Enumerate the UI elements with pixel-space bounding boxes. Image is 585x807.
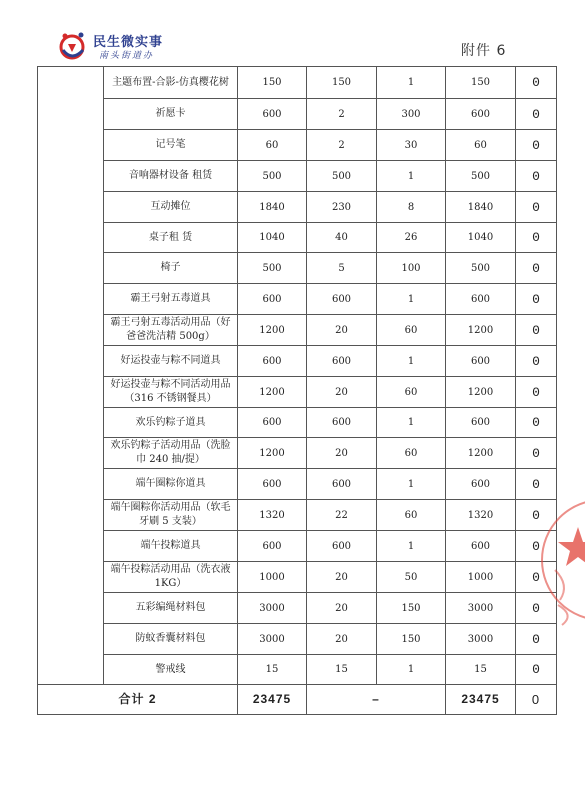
subtotal-cell: 600 (446, 284, 516, 315)
zero-cell: 0 (516, 223, 557, 253)
unit-price-cell: 600 (307, 284, 377, 315)
item-name-cell: 警戒线 (104, 655, 238, 685)
zero-cell: 0 (516, 469, 557, 500)
subtotal-cell: 500 (446, 253, 516, 284)
item-name-cell: 端午圈粽你活动用品（软毛牙刷 5 支装） (104, 500, 238, 531)
quantity-cell: 60 (377, 500, 446, 531)
table-row (38, 438, 557, 469)
subtotal-cell: 600 (446, 408, 516, 438)
zero-cell: 0 (516, 315, 557, 346)
subtotal-cell: 3000 (446, 593, 516, 624)
quantity-cell: 150 (377, 624, 446, 655)
item-name-cell: 主题布置-合影-仿真樱花树 (104, 67, 238, 99)
table-row (38, 531, 557, 562)
amount-cell: 1840 (238, 192, 307, 223)
zero-cell: 0 (516, 67, 557, 99)
subtotal-cell: 600 (446, 469, 516, 500)
table-row (38, 315, 557, 346)
table-row (38, 655, 557, 685)
quantity-cell: 1 (377, 469, 446, 500)
quantity-cell: 300 (377, 99, 446, 130)
subtotal-cell: 3000 (446, 624, 516, 655)
item-name-cell: 欢乐钓粽子活动用品（洗脸巾 240 抽/提） (104, 438, 238, 469)
zero-cell: 0 (516, 161, 557, 192)
unit-price-cell: 20 (307, 593, 377, 624)
table-row (38, 469, 557, 500)
official-seal (540, 475, 585, 645)
item-name-cell: 记号笔 (104, 130, 238, 161)
quantity-cell: 150 (377, 593, 446, 624)
zero-cell: 0 (516, 531, 557, 562)
quantity-cell: 1 (377, 284, 446, 315)
subtotal-cell: 150 (446, 67, 516, 99)
zero-cell: 0 (516, 99, 557, 130)
total-dash: – (307, 685, 446, 715)
quantity-cell: 100 (377, 253, 446, 284)
table-row (38, 223, 557, 253)
unit-price-cell: 20 (307, 562, 377, 593)
amount-cell: 600 (238, 99, 307, 130)
table-body (38, 67, 557, 715)
subtotal-cell: 15 (446, 655, 516, 685)
quantity-cell: 1 (377, 67, 446, 99)
item-name-cell: 五彩编绳材料包 (104, 593, 238, 624)
zero-cell: 0 (516, 500, 557, 531)
amount-cell: 1200 (238, 377, 307, 408)
quantity-cell: 60 (377, 377, 446, 408)
quantity-cell: 1 (377, 655, 446, 685)
subtotal-cell: 1200 (446, 315, 516, 346)
unit-price-cell: 600 (307, 408, 377, 438)
subtotal-cell: 1840 (446, 192, 516, 223)
item-name-cell: 椅子 (104, 253, 238, 284)
table-row (38, 99, 557, 130)
zero-cell: 0 (516, 192, 557, 223)
item-name-cell: 音响器材设备 租赁 (104, 161, 238, 192)
quantity-cell: 8 (377, 192, 446, 223)
unit-price-cell: 40 (307, 223, 377, 253)
table-row (38, 284, 557, 315)
zero-cell: 0 (516, 408, 557, 438)
subtotal-cell: 1200 (446, 438, 516, 469)
zero-cell: 0 (516, 346, 557, 377)
unit-price-cell: 20 (307, 315, 377, 346)
unit-price-cell: 600 (307, 346, 377, 377)
subtotal-cell: 1040 (446, 223, 516, 253)
unit-price-cell: 230 (307, 192, 377, 223)
table-row (38, 593, 557, 624)
amount-cell: 60 (238, 130, 307, 161)
zero-cell: 0 (516, 377, 557, 408)
item-name-cell: 端午投粽道具 (104, 531, 238, 562)
total-amount: 23475 (238, 685, 307, 715)
table-row (38, 130, 557, 161)
item-name-cell: 好运投壶与粽不同活动用品（316 不锈钢餐具） (104, 377, 238, 408)
zero-cell: 0 (516, 284, 557, 315)
zero-cell: 0 (516, 593, 557, 624)
table-row (38, 562, 557, 593)
unit-price-cell: 2 (307, 130, 377, 161)
table-row (38, 161, 557, 192)
table-row (38, 67, 557, 99)
table-row (38, 253, 557, 284)
appendix-label: 附件 6 (461, 43, 507, 59)
amount-cell: 150 (238, 67, 307, 99)
item-name-cell: 霸王弓射五毒道具 (104, 284, 238, 315)
item-name-cell: 端午圈粽你道具 (104, 469, 238, 500)
page-header (0, 0, 585, 66)
logo (55, 28, 175, 64)
total-row (38, 685, 557, 715)
total-zero: 0 (516, 685, 557, 715)
table-row (38, 192, 557, 223)
subtotal-cell: 60 (446, 130, 516, 161)
amount-cell: 3000 (238, 593, 307, 624)
quantity-cell: 60 (377, 438, 446, 469)
subtotal-cell: 600 (446, 346, 516, 377)
amount-cell: 500 (238, 161, 307, 192)
amount-cell: 600 (238, 469, 307, 500)
zero-cell: 0 (516, 130, 557, 161)
quantity-cell: 60 (377, 315, 446, 346)
item-name-cell: 端午投粽活动用品（洗衣液 1KG） (104, 562, 238, 593)
table-row (38, 624, 557, 655)
quantity-cell: 1 (377, 408, 446, 438)
item-name-cell: 祈愿卡 (104, 99, 238, 130)
amount-cell: 600 (238, 408, 307, 438)
amount-cell: 600 (238, 531, 307, 562)
zero-cell: 0 (516, 624, 557, 655)
unit-price-cell: 20 (307, 377, 377, 408)
quantity-cell: 26 (377, 223, 446, 253)
quantity-cell: 30 (377, 130, 446, 161)
unit-price-cell: 600 (307, 531, 377, 562)
table-row (38, 408, 557, 438)
item-name-cell: 欢乐钓粽子道具 (104, 408, 238, 438)
item-name-cell: 互动摊位 (104, 192, 238, 223)
subtotal-cell: 600 (446, 99, 516, 130)
logo-emblem-icon (55, 28, 93, 64)
zero-cell: 0 (516, 562, 557, 593)
unit-price-cell: 22 (307, 500, 377, 531)
zero-cell: 0 (516, 438, 557, 469)
subtotal-cell: 1320 (446, 500, 516, 531)
total-subtotal: 23475 (446, 685, 516, 715)
amount-cell: 1320 (238, 500, 307, 531)
amount-cell: 15 (238, 655, 307, 685)
budget-table (37, 66, 557, 715)
item-name-cell: 桌子租 赁 (104, 223, 238, 253)
unit-price-cell: 20 (307, 438, 377, 469)
amount-cell: 3000 (238, 624, 307, 655)
logo-subtitle: 南头街道办 (99, 51, 155, 61)
subtotal-cell: 1200 (446, 377, 516, 408)
unit-price-cell: 150 (307, 67, 377, 99)
quantity-cell: 1 (377, 531, 446, 562)
unit-price-cell: 500 (307, 161, 377, 192)
unit-price-cell: 600 (307, 469, 377, 500)
amount-cell: 500 (238, 253, 307, 284)
amount-cell: 600 (238, 284, 307, 315)
item-name-cell: 好运投壶与粽不同道具 (104, 346, 238, 377)
subtotal-cell: 600 (446, 531, 516, 562)
zero-cell: 0 (516, 253, 557, 284)
amount-cell: 1000 (238, 562, 307, 593)
zero-cell: 0 (516, 655, 557, 685)
quantity-cell: 1 (377, 161, 446, 192)
quantity-cell: 50 (377, 562, 446, 593)
item-name-cell: 防蚊香囊材料包 (104, 624, 238, 655)
total-label: 合计 2 (38, 685, 238, 715)
amount-cell: 600 (238, 346, 307, 377)
subtotal-cell: 500 (446, 161, 516, 192)
amount-cell: 1200 (238, 315, 307, 346)
table-row (38, 500, 557, 531)
table-row (38, 346, 557, 377)
quantity-cell: 1 (377, 346, 446, 377)
category-cell (38, 67, 104, 685)
logo-title: 民生微实事 (93, 35, 164, 50)
unit-price-cell: 15 (307, 655, 377, 685)
amount-cell: 1040 (238, 223, 307, 253)
unit-price-cell: 5 (307, 253, 377, 284)
unit-price-cell: 20 (307, 624, 377, 655)
amount-cell: 1200 (238, 438, 307, 469)
item-name-cell: 霸王弓射五毒活动用品（好爸爸洗洁精 500g） (104, 315, 238, 346)
unit-price-cell: 2 (307, 99, 377, 130)
table-row (38, 377, 557, 408)
subtotal-cell: 1000 (446, 562, 516, 593)
